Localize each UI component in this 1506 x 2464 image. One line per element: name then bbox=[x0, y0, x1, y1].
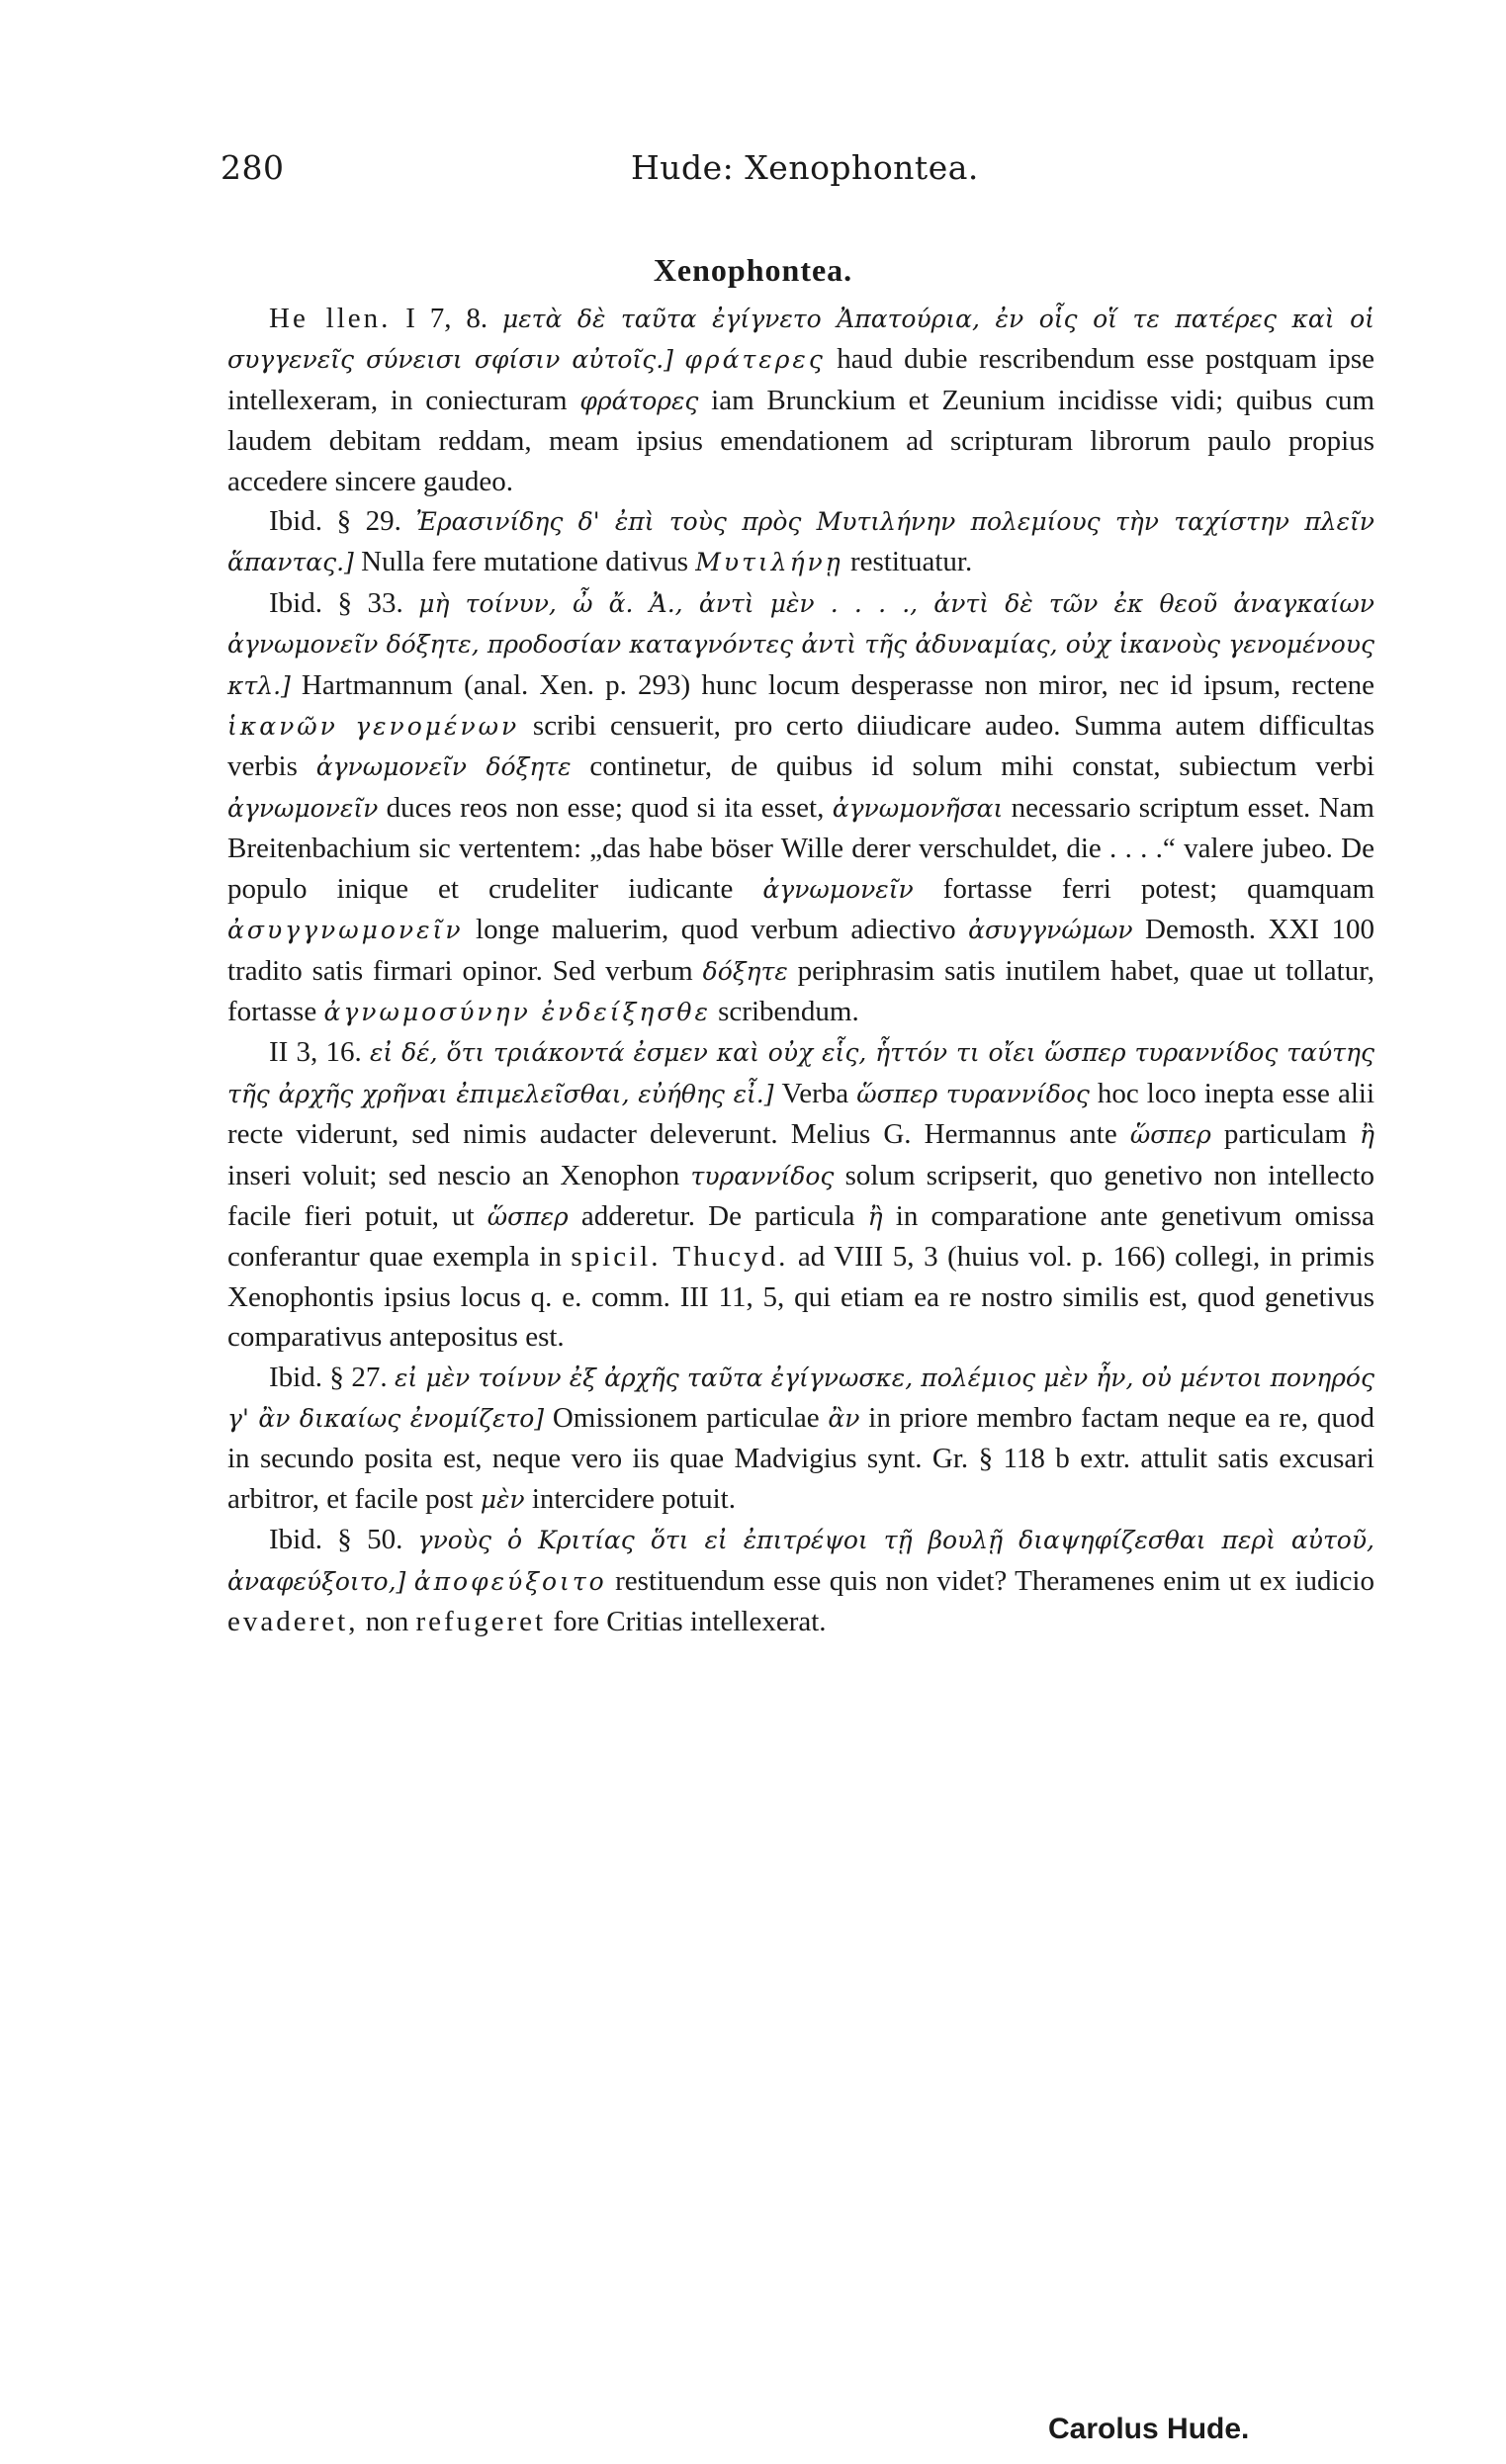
text-run: ad VIII 5, 3 (huius vol. p. 166) collegi, in primis Xenophontis ipsius locus q. e. comm. III 11, 5, qui etiam ea re nostro similis est, quod genetivus comparativus antepositus est. bbox=[227, 1241, 1374, 1354]
section-title: Xenophontea. bbox=[653, 252, 853, 288]
paragraph bbox=[227, 299, 1374, 501]
text-run: Ibid. § 29. bbox=[269, 505, 416, 538]
paragraph bbox=[227, 583, 1374, 1032]
text-run: restituatur. bbox=[842, 546, 973, 578]
text-run: inseri voluit; sed nescio an Xenophon bbox=[227, 1159, 691, 1191]
text-run: scribi censuerit, pro certo diiudicare audeo. Summa autem difficultas verbis bbox=[227, 710, 1375, 783]
greek-quote: Μυτιλήνῃ bbox=[695, 548, 843, 577]
greek-quote: δόξητε bbox=[702, 956, 788, 986]
greek-quote: ἀσυγγνωμονεῖν bbox=[227, 916, 464, 945]
page-number: 280 bbox=[221, 148, 285, 187]
text-run: adderetur. De particula bbox=[568, 1199, 868, 1232]
text-run: fore Critias intellexerat. bbox=[546, 1606, 827, 1637]
text-run: evaderet, bbox=[227, 1606, 359, 1637]
greek-quote: ἀγνωμονῆσαι bbox=[832, 793, 1004, 823]
greek-quote: μὲν bbox=[480, 1484, 525, 1514]
text-run: necessario scriptum esset. Nam Breitenbachium sic vertentem: „das habe böser Wille derer verschuldet, die . . . .“ valere jubeo. De populo inique et crudeliter iudicante bbox=[227, 791, 1374, 905]
greek-quote: τυραννίδος bbox=[690, 1161, 835, 1190]
greek-quote: ἀγνωμονεῖν bbox=[762, 874, 914, 904]
text-run: Hartmannum (anal. Xen. p. 293) hunc locum desperasse non miror, nec id ipsum, rectene bbox=[290, 668, 1374, 701]
text-run: Nulla fere mutatione dativus bbox=[353, 546, 696, 578]
greek-quote: ἢ bbox=[1360, 1120, 1374, 1150]
greek-quote: εἰ δέ, ὅτι τριάκοντά ἐσμεν καὶ οὐχ εἷς, ἧττόν τι οἴει ὥσπερ τυραννίδος ταύτης τῆς ἀρχῆς χρῆναι ἐπιμελεῖσθαι, εὐήθης εἶ.] bbox=[227, 1038, 1374, 1108]
text-run: Ibid. § 27. bbox=[269, 1361, 396, 1393]
text-run: iam Brunckium et Zeunium incidisse vidi; quibus cum laudem debitam reddam, meam ipsius emendationem ad scripturam librorum paulo propius accedere sincere gaudeo. bbox=[227, 384, 1374, 497]
text-run: scribendum. bbox=[710, 995, 859, 1027]
author-signature: Carolus Hude. bbox=[1048, 2413, 1250, 2445]
text-run: I 7, 8. bbox=[391, 303, 502, 334]
greek-quote: ἀγνωμονεῖν bbox=[227, 793, 379, 823]
greek-quote: ὥσπερ bbox=[487, 1201, 569, 1231]
greek-quote: μετὰ δὲ ταῦτα ἐγίγνετο Ἀπατούρια, ἐν οἷς οἵ τε πατέρες καὶ οἱ συγγενεῖς σύνεισι σφίσιν αὐτοῖς.] bbox=[227, 305, 1374, 375]
text-run: solum scripserit, quo genetivo non intellecto facile fieri potuit, ut bbox=[227, 1159, 1374, 1232]
greek-quote: ἀσυγγνώμων bbox=[968, 916, 1133, 945]
paragraph bbox=[227, 1358, 1374, 1521]
text-run: Verba bbox=[773, 1077, 857, 1109]
greek-quote: ὥσπερ bbox=[1129, 1120, 1211, 1150]
text-run: hoc loco inepta esse alii recte viderunt, sed nimis audacter deleverunt. Melius G. Hermannus ante bbox=[227, 1077, 1374, 1151]
text-run: spicil. Thucyd. bbox=[571, 1241, 789, 1274]
greek-quote: ὥσπερ τυραννίδος bbox=[856, 1079, 1090, 1108]
text-run: intercidere potuit. bbox=[524, 1482, 736, 1515]
text-run: restituendum esse quis non videt? Theramenes enim ut ex iudicio bbox=[606, 1564, 1374, 1597]
running-title: Hude: Xenophontea. bbox=[631, 148, 979, 187]
text-run: longe maluerim, quod verbum adiectivo bbox=[463, 914, 969, 946]
greek-quote: εἰ μὲν τοίνυν ἐξ ἀρχῆς ταῦτα ἐγίγνωσκε, πολέμιος μὲν ἦν, οὐ μέντοι πονηρός γ' ἂν δικαίως ἐνομίζετο] bbox=[227, 1363, 1374, 1433]
greek-quote: μὴ τοίνυν, ὦ ἄ. Ἀ., ἀντὶ μὲν . . . ., ἀντὶ δὲ τῶν ἐκ θεοῦ ἀναγκαίων ἀγνωμονεῖν δόξητε, προδοσίαν καταγνόντες ἀντὶ τῆς ἀδυναμίας, οὐχ ἱκανοὺς γενομένους κτλ.] bbox=[227, 588, 1374, 700]
text-run: Demosth. XXI 100 tradito satis firmari opinor. Sed verbum bbox=[227, 914, 1374, 987]
text-run: Ibid. § 33. bbox=[269, 586, 419, 619]
text-run: in priore membro factam neque ea re, quod in secundo posita est, neque vero iis quae Madvigius synt. Gr. § 118 b extr. attulit satis excusari arbitror, et facile post bbox=[227, 1401, 1374, 1515]
greek-quote: ἀποφεύξοιτο bbox=[413, 1566, 607, 1596]
text-run: haud dubie rescribendum esse postquam ipse intellexeram, in coniecturam bbox=[227, 343, 1375, 416]
text-run bbox=[673, 343, 684, 375]
greek-quote: γνοὺς ὁ Κριτίας ὅτι εἰ ἐπιτρέψοι τῇ βουλῇ διαψηφίζεσθαι περὶ αὐτοῦ, ἀναφεύξοιτο,] bbox=[227, 1526, 1375, 1596]
paragraph bbox=[227, 1520, 1374, 1641]
greek-quote: ἢ bbox=[867, 1201, 883, 1231]
text-run: in comparatione ante genetivum omissa conferantur quae exempla in bbox=[227, 1199, 1374, 1274]
text-run: continetur, de quibus id solum mihi constat, subiectum verbi bbox=[571, 750, 1375, 783]
text-run: fortasse ferri potest; quamquam bbox=[913, 872, 1375, 905]
text-run: Ibid. § 50. bbox=[269, 1524, 418, 1556]
greek-quote: Ἐρασινίδης δ' ἐπὶ τοὺς πρὸς Μυτιλήνην πολεμίους τὴν ταχίστην πλεῖν ἅπαντας.] bbox=[227, 507, 1374, 577]
paragraph bbox=[227, 1032, 1374, 1357]
text-run: He llen. bbox=[269, 303, 392, 334]
text-run: Omissionem particulae bbox=[544, 1401, 829, 1434]
text-run: non bbox=[358, 1606, 416, 1637]
greek-quote: ἀγνωμονεῖν δόξητε bbox=[315, 752, 572, 782]
article-body bbox=[227, 299, 1374, 1641]
text-run: refugeret bbox=[415, 1606, 547, 1637]
text-run: duces reos non esse; quod si ita esset, bbox=[378, 791, 833, 824]
greek-quote: φράτερες bbox=[684, 345, 826, 375]
greek-quote: ἱκανῶν γενομένων bbox=[227, 712, 520, 742]
greek-quote: ἀγνωμοσύνην ἐνδείξησθε bbox=[323, 997, 711, 1026]
text-run: periphrasim satis inutilem habet, quae ut tollatur, fortasse bbox=[227, 954, 1374, 1027]
text-run: II 3, 16. bbox=[269, 1036, 370, 1069]
text-run: particulam bbox=[1210, 1118, 1360, 1151]
text-run bbox=[405, 1565, 413, 1597]
greek-quote: φράτορες bbox=[579, 386, 699, 415]
paragraph bbox=[227, 501, 1374, 583]
greek-quote: ἂν bbox=[828, 1403, 860, 1433]
